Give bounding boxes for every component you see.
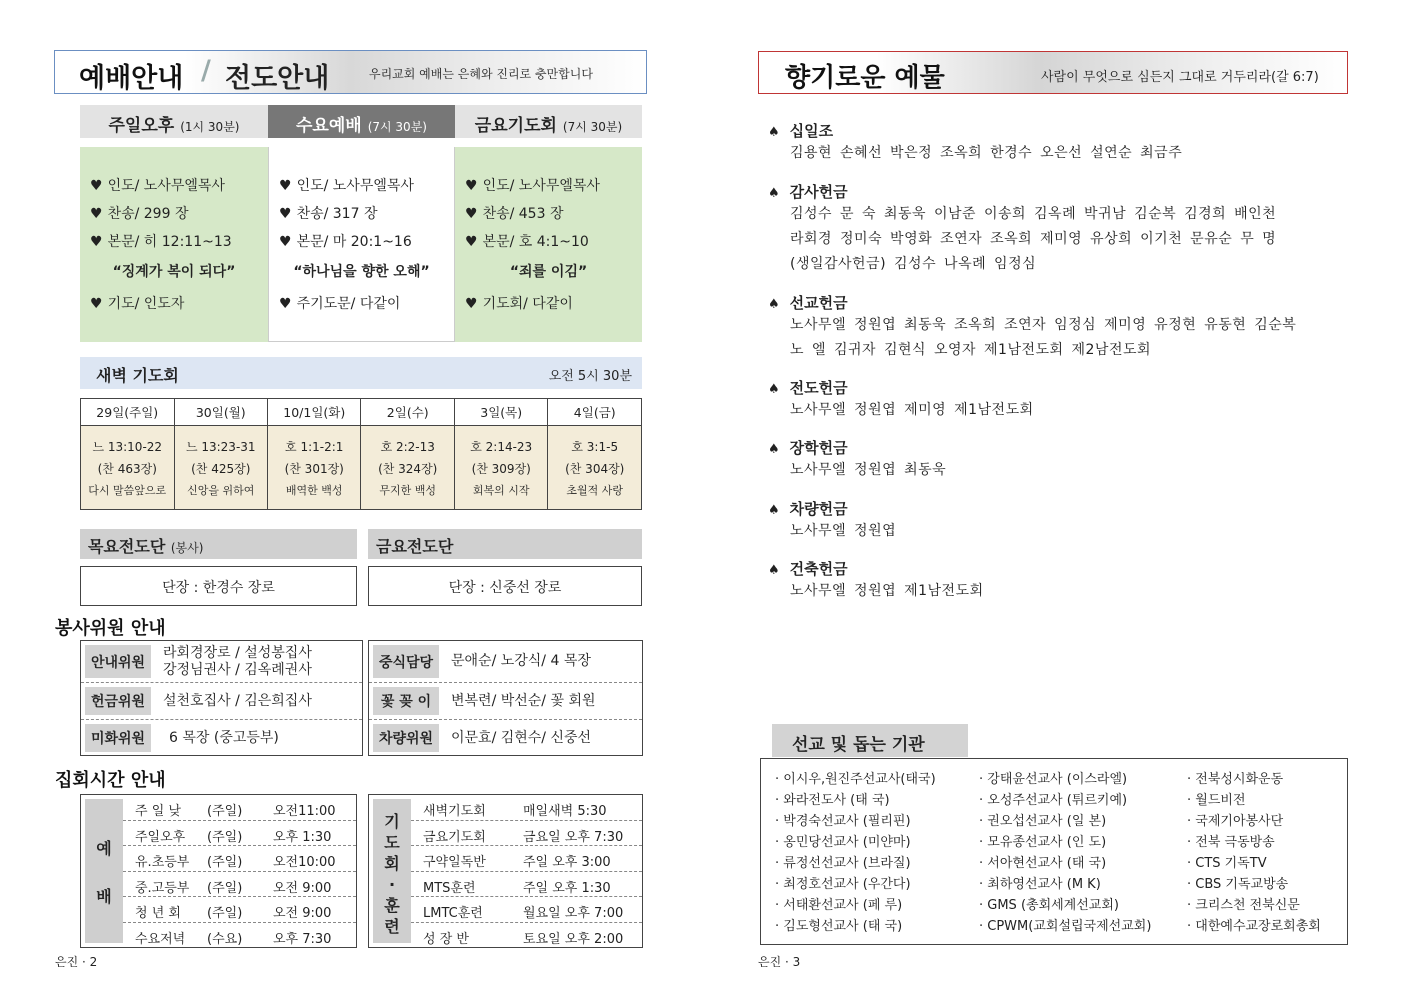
dawn-day: 29일(주일) bbox=[81, 399, 175, 426]
service-panel-wednesday bbox=[268, 147, 455, 342]
friday-evangelism-header: 금요전도단 bbox=[368, 529, 642, 559]
heart-icon: ♥ bbox=[279, 178, 292, 194]
meeting-row: LMTC훈련 월요일 오후 7:00 bbox=[411, 897, 642, 923]
committee-row: 중식담당 문애순/ 노강식/ 4 목장 bbox=[369, 641, 642, 683]
thursday-evangelism-leader: 단장 : 한경수 장로 bbox=[80, 566, 357, 606]
tab-time: (7시 30분) bbox=[367, 120, 427, 134]
dawn-cell: 호 2:14-23 (찬 309장) 회복의 시작 bbox=[454, 426, 548, 510]
dawn-prayer-header bbox=[80, 357, 642, 389]
service-leader: ♥ 인도/ 노사무엘목사 bbox=[90, 178, 225, 194]
meeting-row: 중.고등부 (주일) 오전 9:00 bbox=[123, 872, 356, 898]
service-hymn: ♥ 찬송/ 317 장 bbox=[279, 206, 378, 222]
offering-thanks: ♠ 감사헌금 김성수 문 숙 최동욱 이남준 이송희 김옥례 박귀남 김순복 김경희 배인천 라회경 정미숙 박영화 조연자 조옥희 제미영 유상희 이기천 문유순 무 명 (생일감사헌금) 김성수 나옥례 임정심 bbox=[768, 183, 1277, 272]
prayer-training-label: 기 도 회 · 훈 련 bbox=[373, 799, 411, 943]
dawn-prayer-time: 오전 5시 30분 bbox=[548, 369, 632, 384]
service-text: ♥ 본문/ 마 20:1~16 bbox=[279, 234, 412, 250]
spade-icon: ♠ bbox=[768, 503, 780, 518]
missions-column-3: · 전북성시화운동 · 월드비전 · 국제기아봉사단 · 전북 극동방송 · CTS 기독TV · CBS 기독교방송 · 크리스천 전북신문 · 대한예수교장로회총회 bbox=[1187, 772, 1321, 934]
meeting-row: 수요저녁 (수요) 오후 7:30 bbox=[135, 931, 332, 947]
service-panel-friday bbox=[455, 147, 642, 342]
service-closing: ♥ 기도회/ 다같이 bbox=[465, 296, 573, 312]
thursday-evangelism-header: 목요전도단 (봉사) bbox=[80, 529, 357, 559]
dawn-cell: 느 13:23-31 (찬 425장) 신앙을 위하여 bbox=[174, 426, 268, 510]
committee-row: 꽃 꽂 이 변복련/ 박선순/ 꽃 회원 bbox=[369, 683, 642, 720]
missions-column-2: · 강태윤선교사 (이스라엘) · 오성주선교사 (튀르키예) · 권오섭선교사 (일 본) · 모유종선교사 (인 도) · 서아현선교사 (태 국) · 최하영선교사 (M K) · GMS (총회세계선교회) · CPWM(교회설립국제선교회) bbox=[979, 772, 1152, 934]
dawn-cell: 호 1:1-2:1 (찬 301장) 배역한 백성 bbox=[268, 426, 361, 510]
right-page-header bbox=[758, 51, 1348, 94]
meeting-row: 주 일 낮 (주일) 오전11:00 bbox=[123, 795, 356, 821]
page-number-right: 은진 · 3 bbox=[758, 955, 801, 969]
meeting-row: 성 장 반 토요일 오후 2:00 bbox=[423, 931, 624, 947]
heart-icon: ♥ bbox=[279, 296, 292, 312]
tab-wednesday-service bbox=[268, 105, 455, 138]
tab-time: (7시 30분) bbox=[562, 120, 623, 134]
offering-evangelism: ♠ 전도헌금 노사무엘 정원엽 제미영 제1남전도회 bbox=[768, 379, 1034, 418]
dawn-prayer-title: 새벽 기도회 bbox=[96, 366, 179, 385]
tab-friday-prayer bbox=[455, 105, 642, 138]
service-text: ♥ 본문/ 호 4:1~10 bbox=[465, 234, 589, 250]
tab-label: 금요기도회 bbox=[474, 116, 557, 136]
service-hymn: ♥ 찬송/ 299 장 bbox=[90, 206, 189, 222]
title-slash: / bbox=[201, 55, 211, 86]
dawn-day: 2일(수) bbox=[361, 399, 454, 426]
sermon-title: “죄를 이김” bbox=[509, 264, 588, 280]
meeting-row: 금요기도회 금요일 오후 7:30 bbox=[411, 821, 642, 847]
service-leader: ♥ 인도/ 노사무엘목사 bbox=[279, 178, 414, 194]
right-header-subtitle: 사람이 무엇으로 심든지 그대로 거두리라(갈 6:7) bbox=[1041, 70, 1319, 85]
meeting-row: 유.초등부 (주일) 오전10:00 bbox=[123, 846, 356, 872]
spade-icon: ♠ bbox=[768, 186, 780, 201]
meetings-title: 집회시간 안내 bbox=[55, 770, 166, 791]
prayer-training-box bbox=[368, 794, 643, 948]
heart-icon: ♥ bbox=[279, 206, 292, 222]
tab-label: 수요예배 bbox=[296, 116, 362, 136]
service-closing: ♥ 기도/ 인도자 bbox=[90, 296, 185, 312]
heart-icon: ♥ bbox=[90, 296, 103, 312]
heart-icon: ♥ bbox=[90, 234, 103, 250]
offering-vehicle: ♠ 차량헌금 노사무엘 정원엽 bbox=[768, 500, 897, 539]
sermon-title: “하나님을 향한 오해” bbox=[293, 264, 430, 280]
service-closing: ♥ 주기도문/ 다같이 bbox=[279, 296, 401, 312]
offering-tithe: ♠ 십일조 김용현 손혜선 박은정 조옥희 한경수 오은선 설연순 최금주 bbox=[768, 122, 1183, 161]
worship-label: 예 배 bbox=[85, 799, 123, 943]
dawn-day: 3일(목) bbox=[454, 399, 548, 426]
meeting-row: 주일오후 (주일) 오후 1:30 bbox=[123, 821, 356, 847]
service-text: ♥ 본문/ 히 12:11~13 bbox=[90, 234, 232, 250]
heart-icon: ♥ bbox=[465, 178, 478, 194]
dawn-cell: 호 3:1-5 (찬 304장) 초월적 사랑 bbox=[548, 426, 642, 510]
spade-icon: ♠ bbox=[768, 563, 780, 578]
committee-row: 차량위원 이문효/ 김현수/ 신중선 bbox=[369, 720, 642, 756]
tab-time: (1시 30분) bbox=[180, 120, 240, 134]
worship-times-box bbox=[80, 794, 357, 948]
spade-icon: ♠ bbox=[768, 297, 780, 312]
page-number-left: 은진 · 2 bbox=[55, 955, 98, 969]
committee-left-box bbox=[80, 640, 363, 756]
spade-icon: ♠ bbox=[768, 382, 780, 397]
left-page-header bbox=[54, 50, 647, 94]
service-leader: ♥ 인도/ 노사무엘목사 bbox=[465, 178, 600, 194]
offering-title: 향기로운 예물 bbox=[785, 63, 945, 93]
meeting-row: 새벽기도회 매일새벽 5:30 bbox=[411, 795, 642, 821]
dawn-cell: 느 13:10-22 (찬 463장) 다시 말씀앞으로 bbox=[81, 426, 175, 510]
committee-row: 안내위원 라회경장로 / 설성봉집사 강정님권사 / 김옥례권사 bbox=[81, 641, 362, 683]
service-panel-sunday bbox=[80, 147, 268, 342]
tab-sunday-afternoon bbox=[80, 105, 268, 138]
heart-icon: ♥ bbox=[279, 234, 292, 250]
missions-box bbox=[760, 758, 1348, 945]
evangelism-guide-title: 전도안내 bbox=[225, 63, 330, 94]
dawn-day: 10/1일(화) bbox=[268, 399, 361, 426]
meeting-row: 청 년 회 (주일) 오전 9:00 bbox=[123, 897, 356, 923]
left-header-subtitle: 우리교회 예배는 은혜와 진리로 충만합니다 bbox=[369, 67, 593, 81]
service-hymn: ♥ 찬송/ 453 장 bbox=[465, 206, 564, 222]
meeting-row: MTS훈련 주일 오후 1:30 bbox=[411, 872, 642, 898]
dawn-cell: 호 2:2-13 (찬 324장) 무지한 백성 bbox=[361, 426, 454, 510]
offering-scholarship: ♠ 장학헌금 노사무엘 정원엽 최동욱 bbox=[768, 439, 947, 478]
heart-icon: ♥ bbox=[465, 296, 478, 312]
spade-icon: ♠ bbox=[768, 125, 780, 140]
tab-label: 주일오후 bbox=[108, 116, 175, 136]
friday-evangelism-leader: 단장 : 신중선 장로 bbox=[368, 566, 642, 606]
committee-right-box bbox=[368, 640, 643, 756]
heart-icon: ♥ bbox=[465, 234, 478, 250]
dawn-prayer-table bbox=[80, 398, 642, 510]
heart-icon: ♥ bbox=[465, 206, 478, 222]
dawn-day: 30일(월) bbox=[174, 399, 268, 426]
committee-title: 봉사위원 안내 bbox=[55, 618, 166, 639]
heart-icon: ♥ bbox=[90, 178, 103, 194]
offering-mission: ♠ 선교헌금 노사무엘 정원엽 최동욱 조옥희 조연자 임정심 제미영 유정현 유동현 김순복 노 엘 김귀자 김현식 오영자 제1남전도회 제2남전도회 bbox=[768, 294, 1297, 358]
worship-guide-title: 예배안내 bbox=[79, 63, 184, 94]
meeting-row: 구약일독반 주일 오후 3:00 bbox=[411, 846, 642, 872]
missions-title: 선교 및 돕는 기관 bbox=[772, 724, 968, 757]
sermon-title: “징계가 복이 되다” bbox=[112, 264, 236, 280]
committee-row: 미화위원 6 목장 (중고등부) bbox=[81, 720, 362, 756]
missions-column-1: · 이시우,원진주선교사(태국) · 와라전도사 (태 국) · 박경숙선교사 (필리핀) · 옹민당선교사 (미얀마) · 류정선선교사 (브라질) · 최정호선교사 (우간다) · 서태환선교사 (페 루) · 김도형선교사 (태 국) bbox=[775, 772, 936, 934]
spade-icon: ♠ bbox=[768, 442, 780, 457]
heart-icon: ♥ bbox=[90, 206, 103, 222]
dawn-day: 4일(금) bbox=[548, 399, 642, 426]
offering-building: ♠ 건축헌금 노사무엘 정원엽 제1남전도회 bbox=[768, 560, 984, 599]
committee-row: 헌금위원 설천호집사 / 김은희집사 bbox=[81, 683, 362, 720]
